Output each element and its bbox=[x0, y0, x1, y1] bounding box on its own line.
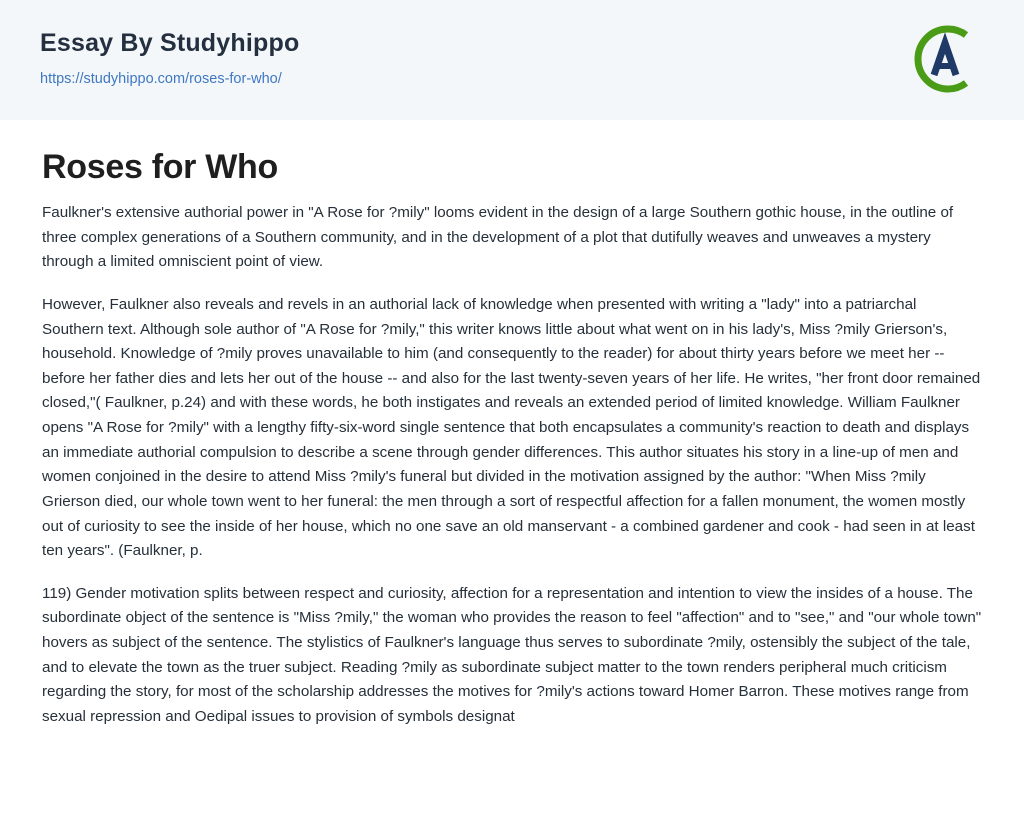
brand-title: Essay By Studyhippo bbox=[40, 29, 300, 57]
source-url-link[interactable]: https://studyhippo.com/roses-for-who/ bbox=[40, 70, 282, 87]
document-content bbox=[0, 120, 1024, 730]
page-title: Roses for Who bbox=[42, 148, 278, 186]
site-header bbox=[0, 0, 1024, 120]
circle-a-logo-icon bbox=[908, 22, 982, 96]
paragraph-2: However, Faulkner also reveals and revels in an authorial lack of knowledge when presented with writing a "lady" into a patriarchal Southern text. Although sole author of "A Rose for ?mily," this writer knows little about what went on in his lady's, Miss ?mily Grierson's, household. Knowledge of ?mily proves unavailable to him (and consequently to the reader) for about thirty years before we meet her -- before her father dies and lets her out of the house -- and also for the last twenty-seven years of her life. He writes, "her front door remained closed,"( Faulkner, p.24) and with these words, he both instigates and reveals an extended period of limited knowledge. William Faulkner opens "A Rose for ?mily" with a lengthy fifty-six-word single sentence that both encapsulates a community's reaction to death and displays an immediate authorial compulsion to describe a scene through gender differences. This author situates his story in a line-up of men and women conjoined in the desire to attend Miss ?mily's funeral but divided in the motivation assigned by the author: "When Miss ?mily Grierson died, our whole town went to her funeral: the men through a sort of respectful affection for a fallen monument, the women mostly out of curiosity to see the inside of her house, which no one save an old manservant - a combined gardener and cook - had seen in at least ten years". (Faulkner, p. bbox=[42, 295, 981, 560]
paragraph-1: Faulkner's extensive authorial power in "A Rose for ?mily" looms evident in the design of a large Southern gothic house, in the outline of three complex generations of a Southern community, and in the development of a plot that dutifully weaves and unweaves a mystery through a limited omniscient point of view. bbox=[42, 204, 954, 271]
paragraph-3: 119) Gender motivation splits between respect and curiosity, affection for a representation and intention to view the insides of a house. The subordinate object of the sentence is "Miss ?mily," the woman who provides the reason to feel "affection" and to "see," and "our whole town" hovers as subject of the sentence. The stylistics of Faulkner's language thus serves to subordinate ?mily, ostensibly the subject of the tale, and to elevate the town as the truer subject. Reading ?mily as subordinate subject matter to the town renders peripheral much criticism regarding the story, for most of the scholarship addresses the motives for ?mily's actions toward Homer Barron. These motives range from sexual repression and Oedipal issues to provision of symbols designat bbox=[42, 584, 982, 725]
